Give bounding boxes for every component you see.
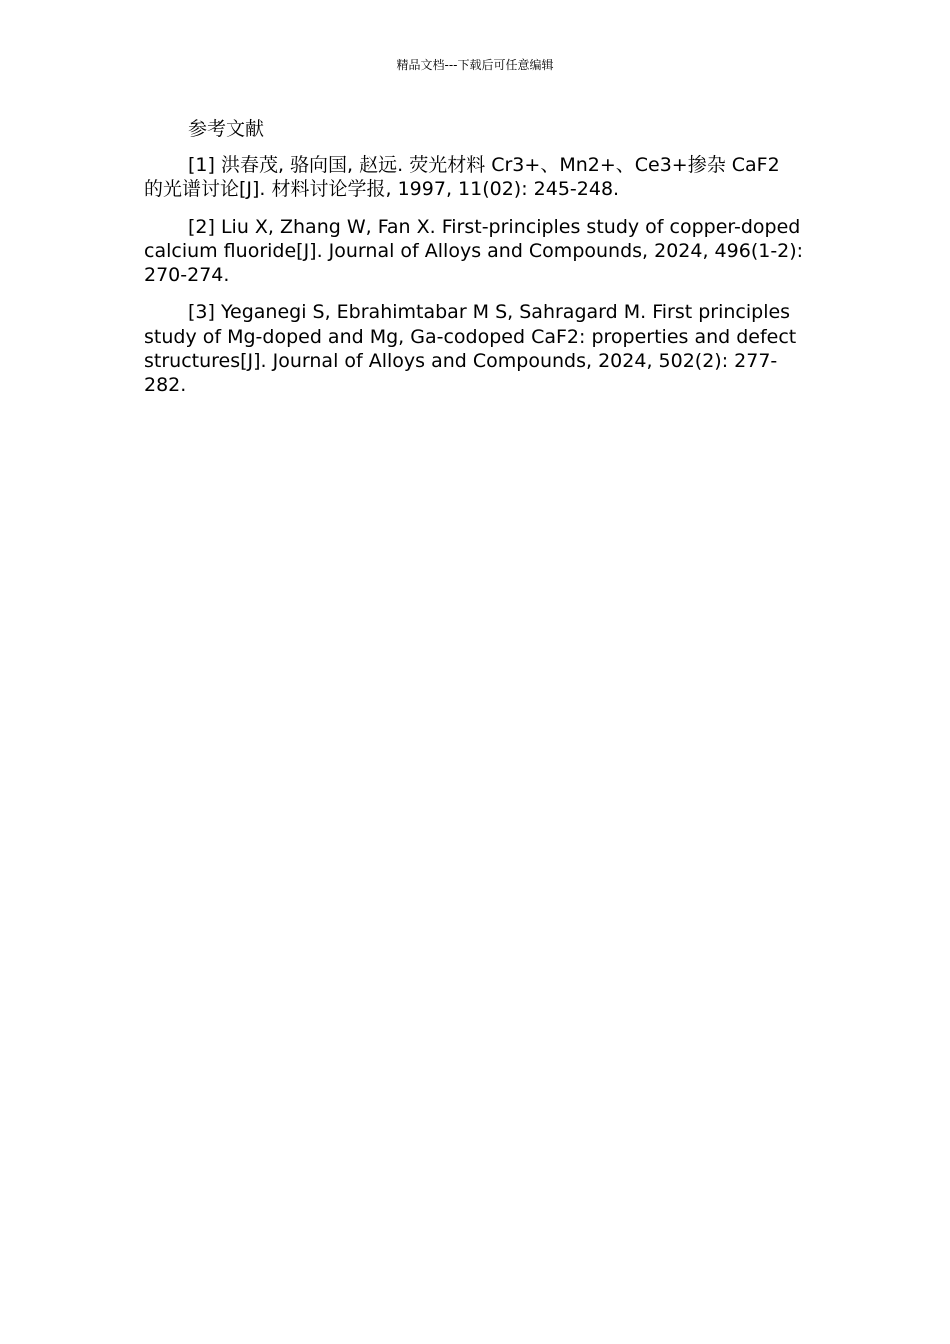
reference-item-2: [2] Liu X, Zhang W, Fan X. First-principles study of copper-doped calcium fluoride[J]. Journal of Alloys and Compounds, 2024, 496(1-2): 270-274.: [144, 215, 804, 287]
references-heading: 参考文献: [188, 118, 265, 140]
references-section: [144, 117, 804, 411]
reference-item-1: [1] 洪春茂, 骆向国, 赵远. 荧光材料 Cr3+、Mn2+、Ce3+掺杂 CaF2 的光谱讨论[J]. 材料讨论学报, 1997, 11(02): 245-248.: [144, 154, 780, 201]
page-header: 精品文档---下载后可任意编辑: [396, 58, 554, 72]
reference-item-3: [3] Yeganegi S, Ebrahimtabar M S, Sahragard M. First principles study of Mg-doped and Mg, Ga-codoped CaF2: properties and defect structures[J]. Journal of Alloys and Compounds, 2024, 502(2): 277-282.: [144, 301, 797, 397]
